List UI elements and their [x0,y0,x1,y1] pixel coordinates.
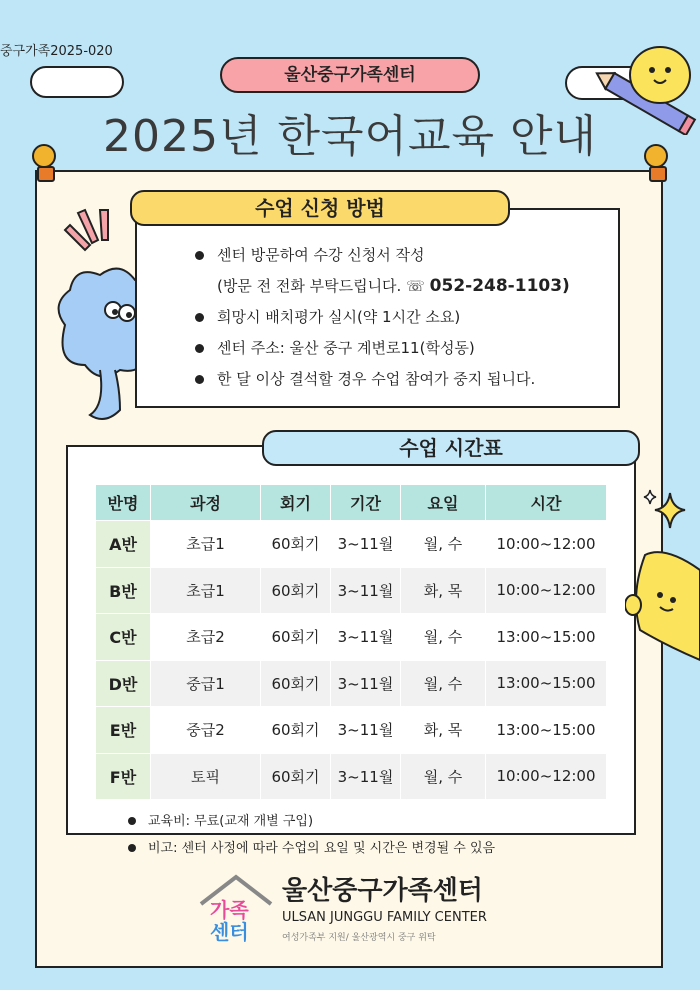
footer-org-name-en: ULSAN JUNGGU FAMILY CENTER [282,910,487,925]
table-header: 시간 [486,485,607,521]
list-item [195,271,615,302]
table-cell: C반 [96,614,151,661]
list-item: 센터 주소: 울산 중구 계변로11(학성동) [195,333,615,364]
schedule-table [95,484,607,800]
application-method-heading: 수업 신청 방법 [130,190,510,226]
table-cell: E반 [96,707,151,754]
table-row [96,753,607,800]
table-cell: D반 [96,660,151,707]
table-cell: 3~11월 [331,660,401,707]
table-cell: 월, 수 [401,660,486,707]
table-cell: 월, 수 [401,753,486,800]
svg-text:센터: 센터 [210,920,249,942]
list-item: 희망시 배치평가 실시(약 1시간 소요) [195,302,615,333]
table-cell: 중급1 [151,660,261,707]
svg-text:가족: 가족 [210,898,249,922]
pushpin-icon [32,144,56,168]
table-cell: 60회기 [261,614,331,661]
table-cell: 3~11월 [331,614,401,661]
table-cell: 10:00~12:00 [486,567,607,614]
table-cell: 3~11월 [331,707,401,754]
page-title: 2025년 한국어교육 안내 [103,111,597,162]
table-cell: 화, 목 [401,567,486,614]
table-header-row [96,485,607,521]
table-row [96,707,607,754]
table-cell: 초급1 [151,567,261,614]
application-method-list [195,240,615,395]
table-cell: 초급1 [151,521,261,568]
table-cell: 3~11월 [331,567,401,614]
sparkle-star-icon [640,488,695,533]
table-cell: 3~11월 [331,753,401,800]
table-cell: 60회기 [261,521,331,568]
table-cell: 화, 목 [401,707,486,754]
phone-number: 052-248-1103) [429,276,570,296]
table-header: 과정 [151,485,261,521]
table-cell: 초급2 [151,614,261,661]
document-code: 중구가족2025-020 [0,44,113,59]
table-cell: 13:00~15:00 [486,660,607,707]
table-cell: 토픽 [151,753,261,800]
list-item: 센터 방문하여 수강 신청서 작성 [195,240,615,271]
table-cell: 13:00~15:00 [486,614,607,661]
table-cell: 60회기 [261,567,331,614]
table-cell: 60회기 [261,660,331,707]
family-center-logo-icon [196,872,276,942]
table-row [96,660,607,707]
cloud-decoration-left [30,66,124,98]
list-item: 비고: 센터 사정에 따라 수업의 요일 및 시간은 변경될 수 있음 [128,835,495,862]
table-cell: 13:00~15:00 [486,707,607,754]
table-header: 기간 [331,485,401,521]
table-row [96,614,607,661]
table-header: 회기 [261,485,331,521]
list-item: 교육비: 무료(교재 개별 구입) [128,808,495,835]
schedule-heading: 수업 시간표 [262,430,640,466]
pushpin-icon [644,144,668,168]
list-item: 한 달 이상 결석할 경우 수업 참여가 중지 됩니다. [195,364,615,395]
table-cell: 월, 수 [401,614,486,661]
table-cell: 월, 수 [401,521,486,568]
table-cell: 60회기 [261,707,331,754]
table-cell: 10:00~12:00 [486,521,607,568]
table-row [96,567,607,614]
phone-icon: ☏ [406,277,425,295]
footer-support-text: 여성가족부 지원/ 울산광역시 중구 위탁 [282,933,436,943]
table-cell: B반 [96,567,151,614]
table-cell: 중급2 [151,707,261,754]
org-name-pill: 울산중구가족센터 [220,57,480,93]
footer-org-name: 울산중구가족센터 [282,876,483,906]
table-cell: 10:00~12:00 [486,753,607,800]
yellow-mascot-icon [625,545,700,665]
notes-list [128,808,495,862]
table-cell: 3~11월 [331,521,401,568]
table-cell: F반 [96,753,151,800]
table-header: 요일 [401,485,486,521]
table-cell: 60회기 [261,753,331,800]
table-row [96,521,607,568]
table-header: 반명 [96,485,151,521]
table-cell: A반 [96,521,151,568]
sparkle-lines-icon [60,205,120,255]
phone-note: (방문 전 전화 부탁드립니다. [217,277,402,295]
